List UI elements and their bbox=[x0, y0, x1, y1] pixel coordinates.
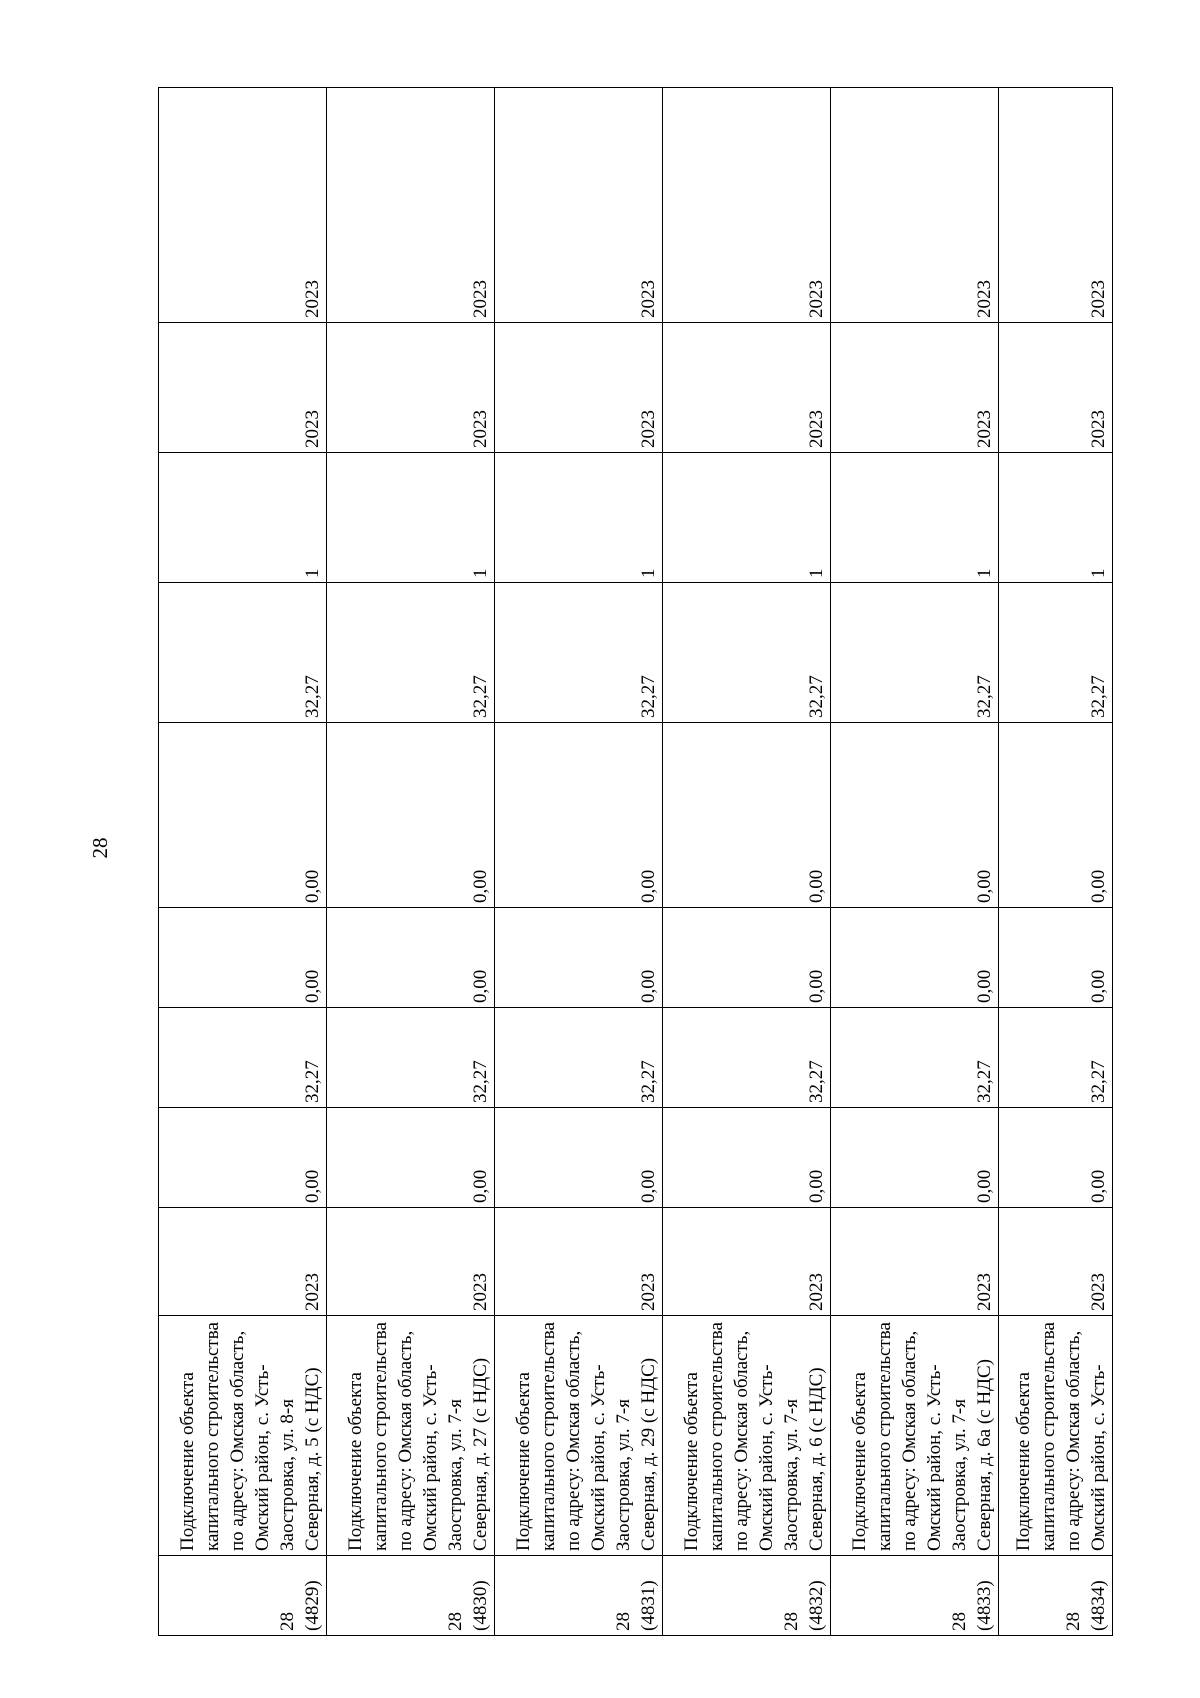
investment-table bbox=[158, 87, 1113, 1636]
year-cell: 2023 bbox=[495, 88, 663, 323]
value-cell: 32,27 bbox=[831, 583, 999, 723]
year-cell: 2023 bbox=[831, 88, 999, 323]
table-row bbox=[159, 88, 327, 1636]
row-description: Подключение объекта капитального строительства по адресу: Омская область, Омский район, с. Усть-Заостровка, ул. 7-я Северная, д. 27 (с НДС) bbox=[327, 1316, 495, 1556]
value-cell: 0,00 bbox=[999, 723, 1113, 908]
row-description: Подключение объекта капитального строительства по адресу: Омская область, Омский район, с. Усть-Заостровка, ул. 7-я Северная, д. 29 (с НДС) bbox=[495, 1316, 663, 1556]
value-cell: 32,27 bbox=[663, 583, 831, 723]
table-row bbox=[663, 88, 831, 1636]
table-row bbox=[327, 88, 495, 1636]
value-cell: 0,00 bbox=[663, 908, 831, 1008]
quantity-cell: 1 bbox=[495, 453, 663, 583]
year-cell: 2023 bbox=[831, 323, 999, 453]
value-cell: 0,00 bbox=[831, 1108, 999, 1208]
value-cell: 32,27 bbox=[159, 583, 327, 723]
table-row bbox=[831, 88, 999, 1636]
row-id: 28 (4829) bbox=[159, 1556, 327, 1636]
year-cell: 2023 bbox=[327, 1208, 495, 1316]
rotated-table-wrapper bbox=[158, 88, 1113, 1636]
quantity-cell: 1 bbox=[159, 453, 327, 583]
row-id: 28 (4833) bbox=[831, 1556, 999, 1636]
value-cell: 0,00 bbox=[159, 723, 327, 908]
value-cell: 0,00 bbox=[327, 723, 495, 908]
row-description: Подключение объекта капитального строительства по адресу: Омская область, Омский район, с. Усть-Заостровка, ул. 7-я Северная, д. 6 (с НДС) bbox=[663, 1316, 831, 1556]
row-description: Подключение объекта капитального строительства по адресу: Омская область, Омский район, с. Усть-Заостровка, ул. 8-я Северная, д. 5 (с НДС) bbox=[159, 1316, 327, 1556]
value-cell: 0,00 bbox=[495, 1108, 663, 1208]
quantity-cell: 1 bbox=[831, 453, 999, 583]
value-cell: 32,27 bbox=[327, 583, 495, 723]
table-row bbox=[495, 88, 663, 1636]
year-cell: 2023 bbox=[999, 1208, 1113, 1316]
value-cell: 0,00 bbox=[159, 908, 327, 1008]
year-cell: 2023 bbox=[663, 1208, 831, 1316]
value-cell: 0,00 bbox=[159, 1108, 327, 1208]
row-id: 28 (4831) bbox=[495, 1556, 663, 1636]
value-cell: 0,00 bbox=[663, 723, 831, 908]
year-cell: 2023 bbox=[999, 88, 1113, 323]
row-description: Подключение объекта капитального строительства по адресу: Омская область, Омский район, с. Усть-Заостровка, ул. 7-я Северная, д. 6а (с НДС) bbox=[831, 1316, 999, 1556]
value-cell: 32,27 bbox=[999, 583, 1113, 723]
quantity-cell: 1 bbox=[999, 453, 1113, 583]
table-row bbox=[999, 88, 1113, 1636]
year-cell: 2023 bbox=[159, 88, 327, 323]
year-cell: 2023 bbox=[495, 1208, 663, 1316]
year-cell: 2023 bbox=[663, 88, 831, 323]
value-cell: 32,27 bbox=[663, 1008, 831, 1108]
year-cell: 2023 bbox=[327, 88, 495, 323]
year-cell: 2023 bbox=[831, 1208, 999, 1316]
year-cell: 2023 bbox=[159, 1208, 327, 1316]
value-cell: 32,27 bbox=[159, 1008, 327, 1108]
value-cell: 32,27 bbox=[495, 1008, 663, 1108]
value-cell: 0,00 bbox=[327, 1108, 495, 1208]
year-cell: 2023 bbox=[495, 323, 663, 453]
value-cell: 32,27 bbox=[831, 1008, 999, 1108]
value-cell: 0,00 bbox=[663, 1108, 831, 1208]
year-cell: 2023 bbox=[327, 323, 495, 453]
year-cell: 2023 bbox=[663, 323, 831, 453]
quantity-cell: 1 bbox=[327, 453, 495, 583]
value-cell: 0,00 bbox=[495, 908, 663, 1008]
value-cell: 32,27 bbox=[999, 1008, 1113, 1108]
year-cell: 2023 bbox=[159, 323, 327, 453]
value-cell: 32,27 bbox=[495, 583, 663, 723]
row-description: Подключение объекта капитального строительства по адресу: Омская область, Омский район, с. Усть- bbox=[999, 1316, 1113, 1556]
value-cell: 0,00 bbox=[999, 908, 1113, 1008]
value-cell: 32,27 bbox=[327, 1008, 495, 1108]
row-id: 28 (4834) bbox=[999, 1556, 1113, 1636]
value-cell: 0,00 bbox=[327, 908, 495, 1008]
value-cell: 0,00 bbox=[831, 908, 999, 1008]
page-number: 28 bbox=[88, 837, 112, 859]
value-cell: 0,00 bbox=[831, 723, 999, 908]
value-cell: 0,00 bbox=[999, 1108, 1113, 1208]
year-cell: 2023 bbox=[999, 323, 1113, 453]
row-id: 28 (4832) bbox=[663, 1556, 831, 1636]
value-cell: 0,00 bbox=[495, 723, 663, 908]
row-id: 28 (4830) bbox=[327, 1556, 495, 1636]
quantity-cell: 1 bbox=[663, 453, 831, 583]
